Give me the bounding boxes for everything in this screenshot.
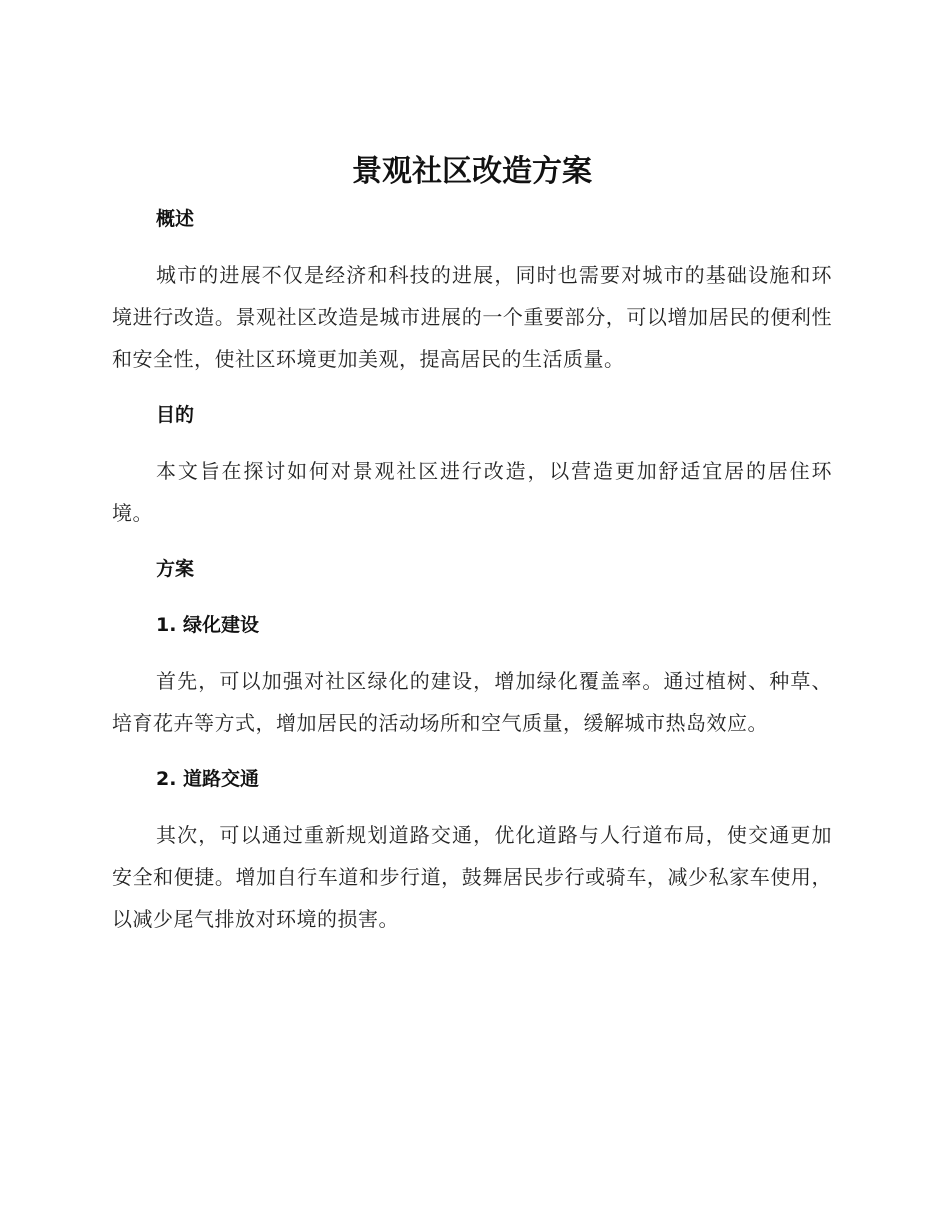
document-page xyxy=(112,150,832,940)
section-paragraph-traffic: 其次，可以通过重新规划道路交通，优化道路与人行道布局，使交通更加安全和便捷。增加自行车道和步行道，鼓舞居民步行或骑车，减少私家车使用，以减少尾气排放对环境的损害。 xyxy=(112,823,832,931)
section-heading-purpose: 目的 xyxy=(156,404,195,426)
document-title: 景观社区改造方案 xyxy=(352,154,592,189)
section-paragraph-greening: 首先，可以加强对社区绿化的建设，增加绿化覆盖率。通过植树、种草、培育花卉等方式，增加居民的活动场所和空气质量，缓解城市热岛效应。 xyxy=(112,669,832,735)
section-paragraph-purpose: 本文旨在探讨如何对景观社区进行改造，以营造更加舒适宜居的居住环境。 xyxy=(112,459,832,525)
section-paragraph-overview: 城市的进展不仅是经济和科技的进展，同时也需要对城市的基础设施和环境进行改造。景观社区改造是城市进展的一个重要部分，可以增加居民的便利性和安全性，使社区环境更加美观，提高居民的生活质量。 xyxy=(112,263,832,371)
section-heading-plan: 方案 xyxy=(156,558,195,580)
section-heading-overview: 概述 xyxy=(156,208,195,230)
section-heading-traffic: 2. 道路交通 xyxy=(156,768,260,790)
section-heading-greening: 1. 绿化建设 xyxy=(156,614,260,636)
